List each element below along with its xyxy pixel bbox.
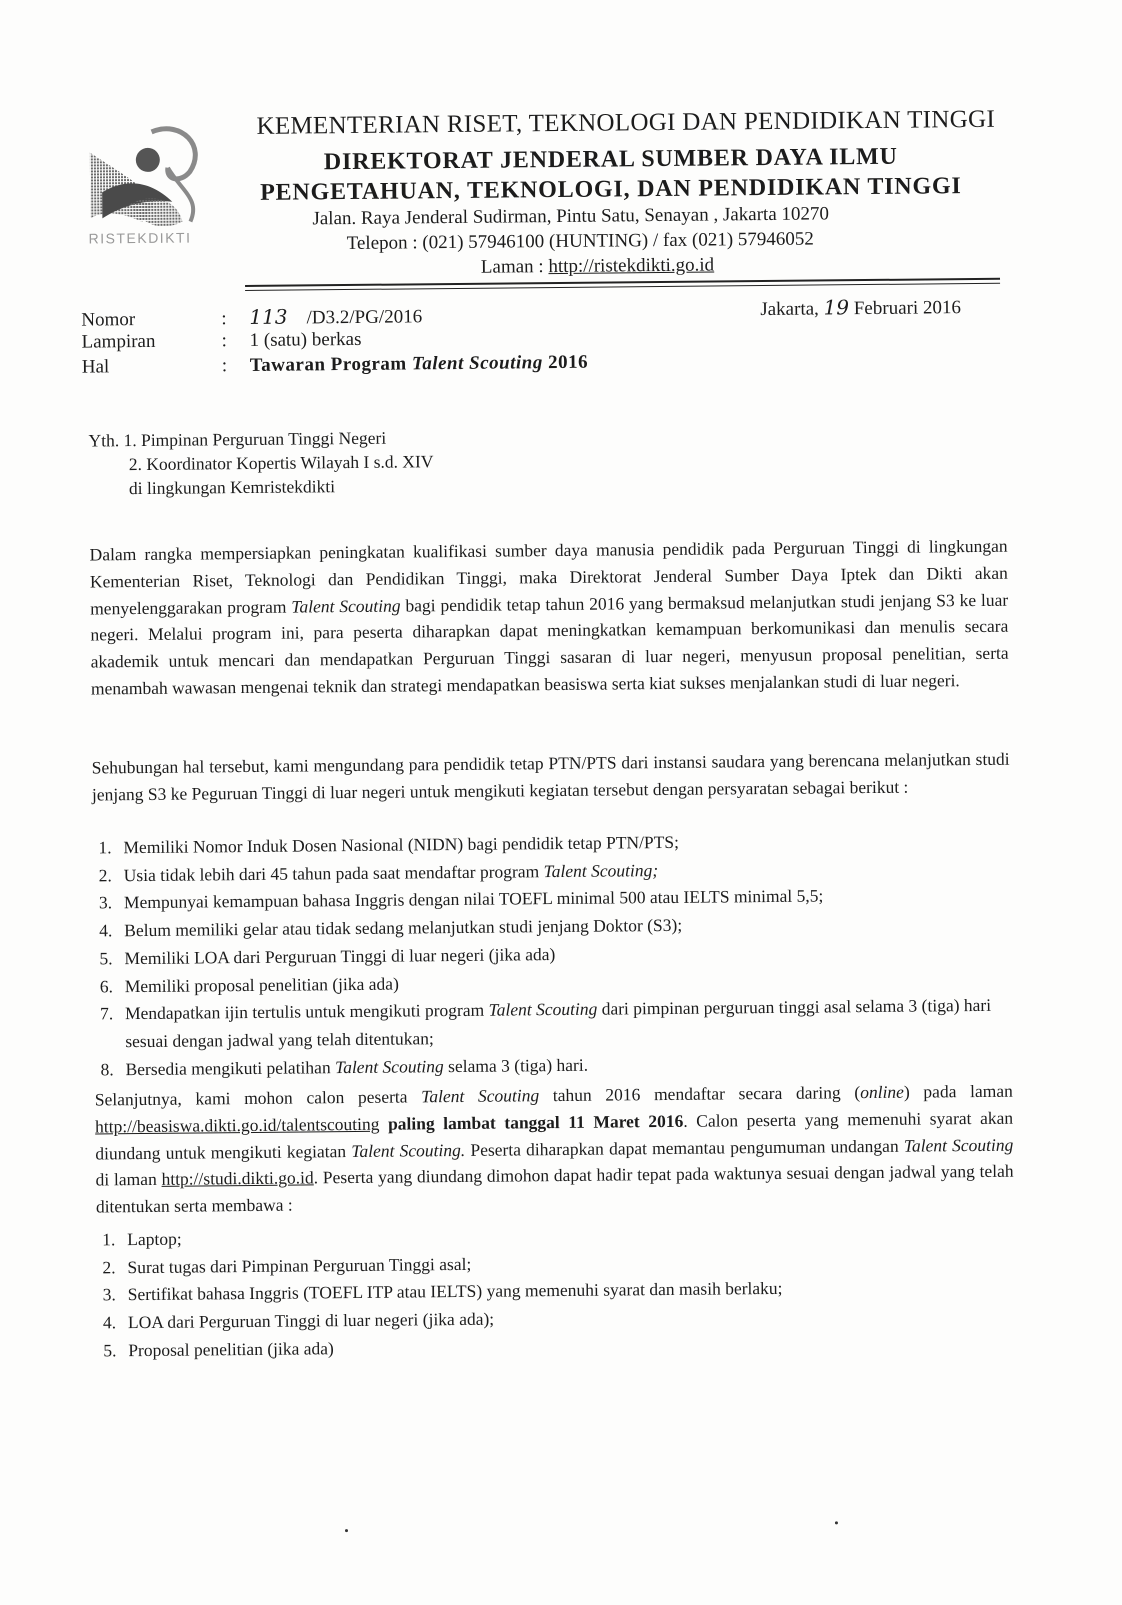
letterhead-phone: Telepon : (021) 57946100 (HUNTING) / fax (021) 57946052: [346, 228, 814, 255]
list-item: 7. Mendapatkan ijin tertulis untuk mengikuti program Talent Scouting dari pimpinan perguruan tinggi asal selama 3 (tiga) hari sesuai dengan jadwal yang telah ditentukan;: [99, 995, 992, 1052]
letter-date: Jakarta, 19 Februari 2016: [760, 295, 962, 321]
hal-row: Hal : Tawaran Program Talent Scouting 2016: [81, 351, 589, 378]
recipient-line-2: 2. Koordinator Kopertis Wilayah I s.d. XIV: [128, 451, 434, 475]
lampiran-value: 1 (satu) berkas: [249, 328, 362, 351]
list-item: 5. Proposal penelitian (jika ada): [103, 1338, 334, 1361]
nomor-row: Nomor : 113 /D3.2/PG/2016: [81, 304, 423, 331]
paragraph-registration: Selanjutnya, kami mohon calon peserta Talent Scouting tahun 2016 mendaftar secara daring (online) pada laman http://beasiswa.dikti.go.id/talentscouting paling lambat tanggal 11 Maret 2016. Calon peserta yang memenuhi syarat akan diundang untuk mengikuti kegiatan Talent Scouting. Peserta diharapkan dapat memantau pengumuman undangan Talent Scouting di laman http://studi.dikti.go.id. Peserta yang diundang dimohon dapat hadir tepat pada waktunya sesuai dengan jadwal yang telah ditentukan serta membawa :: [94, 1080, 1014, 1217]
nomor-label: Nomor: [81, 309, 136, 331]
directorate-line-2: PENGETAHUAN, TEKNOLOGI, DAN PENDIDIKAN TINGGI: [260, 173, 962, 206]
web-url-link[interactable]: http://ristekdikti.go.id: [548, 254, 715, 278]
hal-label: Hal: [81, 356, 110, 378]
logo-text: RISTEKDIKTI: [88, 229, 192, 247]
list-item: 3. Sertifikat bahasa Inggris (TOEFL ITP atau IELTS) yang memenuhi syarat dan masih berlaku;: [102, 1278, 783, 1305]
list-item: 3. Mempunyai kemampuan bahasa Inggris dengan nilai TOEFL minimal 500 atau IELTS minimal 5,5;: [98, 885, 824, 913]
date-handwritten: 19: [823, 295, 850, 320]
requirements-list: [98, 826, 1012, 1084]
bring-list: [102, 1218, 1015, 1365]
deadline-text: paling lambat tanggal 11 Maret 2016: [387, 1110, 684, 1134]
web-label: Laman :: [480, 256, 549, 278]
lampiran-row: Lampiran : 1 (satu) berkas: [81, 328, 362, 353]
ministry-name: KEMENTERIAN RISET, TEKNOLOGI DAN PENDIDIKAN TINGGI: [256, 105, 996, 140]
letterhead-web: [481, 254, 714, 278]
nomor-handwritten: 113: [249, 304, 288, 329]
scan-speck: [345, 1529, 348, 1532]
list-item: 6. Memiliki proposal penelitian (jika ada): [99, 973, 399, 996]
scan-speck: [835, 1521, 838, 1524]
list-item: 4. LOA dari Perguruan Tinggi di luar negeri (jika ada);: [102, 1308, 495, 1333]
paragraph-intro: Dalam rangka mempersiapkan peningkatan kualifikasi sumber daya manusia pendidik pada Perguruan Tinggi di lingkungan Kementerian Riset, Teknologi dan Pendidikan Tinggi, maka Direktorat Jenderal Sumber Daya Iptek dan Dikti akan menyelenggarakan program Talent Scouting bagi pendidik tetap tahun 2016 yang bermaksud melanjutkan studi jenjang S3 ke luar negeri. Melalui program ini, para peserta diharapkan dapat meningkatkan kemampuan berkomunikasi dan menulis secara akademik untuk mencari dan mendapatkan Perguruan Tinggi sasaran di luar negeri, menyusun proposal penelitian, serta menambah wawasan mengenai teknik dan strategi mendapatkan beasiswa serta kiat sukses menjalankan studi di luar negeri.: [89, 535, 1009, 699]
list-item: 1. Laptop;: [102, 1228, 182, 1250]
list-item: 2. Surat tugas dari Pimpinan Perguruan Tinggi asal;: [102, 1253, 472, 1278]
recipient-line-3: di lingkungan Kemristekdikti: [128, 476, 336, 499]
list-item: 1. Memiliki Nomor Induk Dosen Nasional (NIDN) bagi pendidik tetap PTN/PTS;: [98, 831, 680, 858]
list-item: 8. Bersedia mengikuti pelatihan Talent Scouting selama 3 (tiga) hari.: [100, 1054, 589, 1080]
announcement-url-link[interactable]: http://studi.dikti.go.id: [161, 1167, 314, 1190]
recipient-line-1: Yth. 1. Pimpinan Perguruan Tinggi Negeri: [88, 427, 387, 451]
list-item: 5. Memiliki LOA dari Perguruan Tinggi di luar negeri (jika ada): [99, 943, 556, 969]
paragraph-invitation: Sehubungan hal tersebut, kami mengundang para pendidik tetap PTN/PTS dari instansi saudara yang berencana melanjutkan studi jenjang S3 ke Peguruan Tinggi di luar negeri untuk mengikuti kegiatan tersebut dengan persyaratan sebagai berikut :: [91, 748, 1010, 805]
letterhead-address: Jalan. Raya Jenderal Sudirman, Pintu Satu, Senayan , Jakarta 10270: [312, 203, 830, 230]
nomor-value: /D3.2/PG/2016: [306, 306, 423, 329]
hal-value: Tawaran Program Talent Scouting 2016: [249, 351, 589, 376]
list-item: 2. Usia tidak lebih dari 45 tahun pada saat mendaftar program Talent Scouting;: [98, 859, 659, 886]
registration-url-link[interactable]: http://beasiswa.dikti.go.id/talentscouting: [95, 1113, 380, 1137]
list-item: 4. Belum memiliki gelar atau tidak sedang melanjutkan studi jenjang Doktor (S3);: [99, 914, 683, 941]
lampiran-label: Lampiran: [81, 330, 156, 353]
directorate-line-1: DIREKTORAT JENDERAL SUMBER DAYA ILMU: [323, 143, 898, 176]
